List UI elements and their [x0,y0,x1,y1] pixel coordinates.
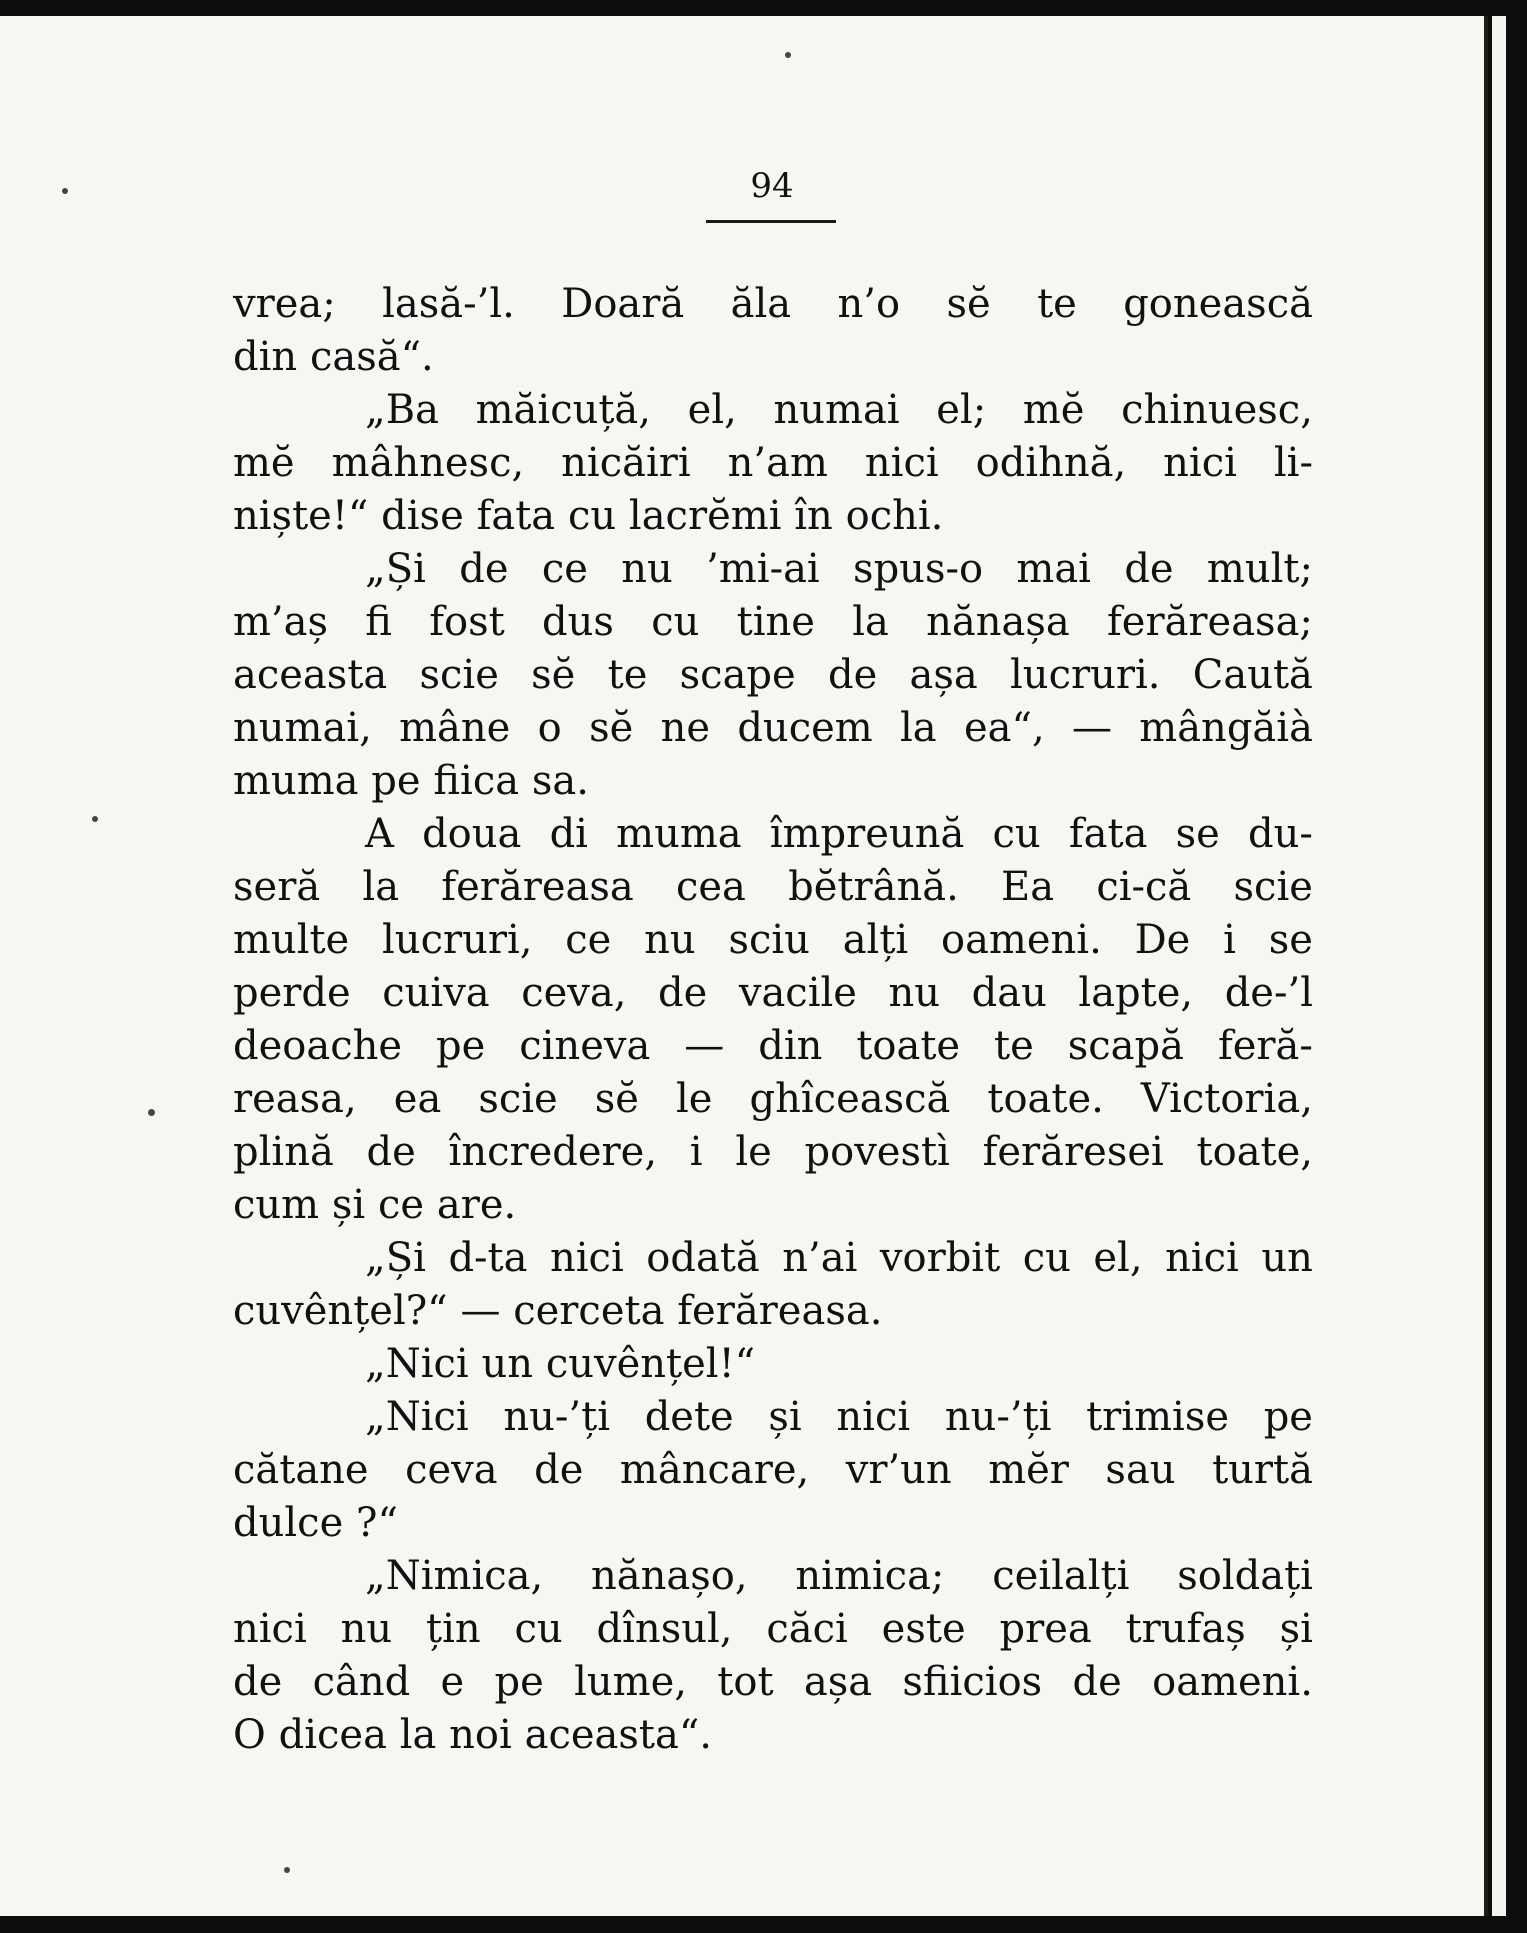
text-word: lacrĕmi [628,493,782,539]
text-word: fata [476,493,556,539]
text-line [233,1444,1313,1497]
text-word: se [1175,811,1220,857]
scan-speck [62,188,68,194]
text-word: odată [646,1235,760,1281]
text-word: Victoria, [1140,1076,1313,1122]
text-word: cum [233,1182,320,1228]
text-word: vorbit [879,1235,1001,1281]
text-word: pe [371,758,421,804]
text-word: sĕ [594,1076,639,1122]
text-word: nănașa [926,599,1070,645]
text-word: pe [436,1023,486,1069]
text-word: cineva [519,1023,651,1069]
text-word: „Ba [365,387,439,433]
text-word: lucruri. [1010,652,1161,698]
text-word: pe [494,1659,544,1705]
text-word: n’o [837,281,901,327]
text-word: ochi. [845,493,944,539]
text-word: nu [621,546,673,592]
text-line [233,437,1313,490]
body-text [233,278,1313,1762]
text-word: De [1134,917,1191,963]
text-line [233,384,1313,437]
text-line [233,967,1313,1020]
text-word: casă“. [309,334,434,380]
text-word: aceasta [233,652,388,698]
text-word: mĕ [1022,387,1085,433]
text-word: nu [644,917,696,963]
text-word: de [459,546,509,592]
text-word: sa. [531,758,589,804]
text-word: pe [1263,1394,1313,1440]
text-word: ducem [737,705,873,751]
text-word: nici [233,1606,307,1652]
text-line [233,1126,1313,1179]
scan-speck [785,52,791,58]
page-number: 94 [750,166,794,206]
text-word: Caută [1192,652,1313,698]
text-word: vr’un [845,1447,952,1493]
text-word: ea“, [963,705,1045,751]
text-word: mult; [1206,546,1313,592]
text-word: — [1071,705,1112,751]
text-word: împreună [769,811,965,857]
text-word: cu [567,493,617,539]
next-page-edge [1492,16,1506,1916]
text-word: cu [992,811,1041,857]
text-word: dete [644,1394,734,1440]
text-word: el; [936,387,987,433]
text-word: n’ai [782,1235,858,1281]
book-page [0,16,1488,1916]
text-word: di [549,811,588,857]
text-word: de-’l [1224,970,1313,1016]
text-word: țin [426,1606,481,1652]
text-word: ?“ [356,1500,398,1546]
text-line [233,490,1313,543]
text-word: lasă-’l. [382,281,515,327]
text-word: lucruri, [382,917,533,963]
text-line [233,1179,1313,1232]
text-word: du- [1248,811,1313,857]
text-word: ce [541,546,588,592]
text-line [233,1603,1313,1656]
text-word: e [440,1659,465,1705]
text-word: alți [842,917,909,963]
text-word: m’aș [233,599,329,645]
text-word: perde [233,970,351,1016]
text-word: reasa, [233,1076,357,1122]
text-line [233,861,1313,914]
scan-speck [148,1109,155,1116]
text-line [233,331,1313,384]
text-word: cătane [233,1447,369,1493]
text-line [233,1232,1313,1285]
text-word: te [1037,281,1077,327]
text-word: feră- [1217,1023,1313,1069]
text-word: sciu [728,917,810,963]
text-word: doua [422,811,522,857]
text-word: nu-’ți [944,1394,1052,1440]
text-word: dus [542,599,614,645]
text-word: scie [478,1076,558,1122]
text-word: nu [340,1606,393,1652]
text-word: ’mi-ai [706,546,820,592]
text-word: ne [660,705,711,751]
text-word: noi [449,1712,512,1758]
text-word: când [312,1659,411,1705]
text-word: cu [651,599,700,645]
text-word: muma [616,811,742,857]
text-word: turtă [1212,1447,1313,1493]
text-word: mĕ [233,440,295,486]
text-word: lapte, [1078,970,1194,1016]
text-word: ceva [405,1447,498,1493]
text-line [233,596,1313,649]
text-word: numai [773,387,900,433]
text-word: aceasta“. [524,1712,712,1758]
text-word: sĕ [946,281,991,327]
text-word: ceilalți [992,1553,1130,1599]
text-line [233,755,1313,808]
text-word: de [233,1659,283,1705]
text-word: spus-o [853,546,984,592]
text-word: căci [766,1606,848,1652]
text-word: odihnă, [975,440,1127,486]
text-word: nu [888,970,941,1016]
text-word: li- [1273,440,1313,486]
text-word: le [735,1129,772,1175]
text-word: vrea; [233,281,336,327]
text-word: d-ta [448,1235,528,1281]
text-word: dise [381,493,464,539]
scan-speck [284,1867,290,1873]
text-word: nici [1165,1235,1239,1281]
text-line [233,914,1313,967]
text-word: soldați [1177,1553,1313,1599]
text-line [233,1391,1313,1444]
text-word: încredere, [448,1129,658,1175]
text-word: el, [1093,1235,1143,1281]
text-line [233,808,1313,861]
text-line [233,1709,1313,1762]
text-word: nănașo, [591,1553,748,1599]
text-word: nicăiri [561,440,691,486]
text-word: deoache [233,1023,403,1069]
text-word: „Și [365,546,426,592]
text-word: te [607,652,648,698]
text-word: de [366,1129,416,1175]
text-word: niște!“ [233,493,369,539]
text-word: Doară [561,281,685,327]
text-word: toate, [1196,1129,1313,1175]
text-word: din [758,1023,823,1069]
text-word: Ea [1001,864,1055,910]
text-line [233,1497,1313,1550]
text-line [233,1285,1313,1338]
text-word: — [684,1023,725,1069]
text-word: chinuesc, [1121,387,1313,433]
text-word: așa [909,652,978,698]
text-word: O [233,1712,266,1758]
text-word: este [881,1606,966,1652]
text-word: i [1223,917,1236,963]
text-word: nici [836,1394,911,1440]
text-word: cuvênțel?“ [233,1288,448,1334]
text-word: „Și [365,1235,426,1281]
text-word: trufaș [1125,1606,1246,1652]
text-word: „Nici [365,1394,469,1440]
text-word: dulce [233,1500,344,1546]
text-word: dau [971,970,1047,1016]
text-word: mâhnesc, [331,440,525,486]
text-word: o [537,705,562,751]
text-word: mâne [399,705,511,751]
text-word: are. [436,1182,517,1228]
text-word: de [534,1447,584,1493]
text-word: numai, [233,705,372,751]
text-word: ferăreasa; [1106,599,1313,645]
text-word: oameni. [941,917,1102,963]
text-word: ghîcească [749,1076,951,1122]
text-word: la [900,705,937,751]
text-word: plină [233,1129,334,1175]
text-word: lume, [574,1659,687,1705]
text-word: se [1268,917,1313,963]
text-word: i [689,1129,703,1175]
text-line [233,1020,1313,1073]
text-word: ferăreasa. [677,1288,883,1334]
text-word: scape [679,652,796,698]
text-word: sĕ [589,705,634,751]
text-word: la [362,864,400,910]
text-word: nici [1163,440,1237,486]
text-word: și [768,1394,802,1440]
text-word: la [399,1712,437,1758]
text-word: ea [393,1076,442,1122]
text-word: dicea [278,1712,387,1758]
text-word: de [658,970,708,1016]
text-word: povestì [804,1129,950,1175]
text-word: toate. [987,1076,1104,1122]
text-word: cu [1022,1235,1071,1281]
text-word: la [852,599,889,645]
text-word: — [460,1288,501,1334]
text-word: bĕtrână. [788,864,959,910]
text-word: nici [864,440,939,486]
text-word: ci-că [1096,864,1192,910]
text-word: ăla [730,281,792,327]
text-word: ce [565,917,612,963]
text-word: nu-’ți [503,1394,611,1440]
text-word: fiica [433,758,520,804]
text-word: vacile [738,970,857,1016]
text-word: așa [803,1659,873,1705]
text-line [233,1550,1313,1603]
text-word: le [676,1076,713,1122]
text-word: scapă [1067,1023,1184,1069]
text-word: de [827,652,878,698]
text-word: seră [233,864,321,910]
text-word: toate [856,1023,961,1069]
text-line [233,1073,1313,1126]
text-word: cuiva [382,970,490,1016]
text-word: cu [514,1606,563,1652]
text-word: tot [717,1659,774,1705]
text-word: fost [429,599,505,645]
text-line [233,543,1313,596]
text-word: trimise [1086,1394,1230,1440]
page-number-rule [706,220,836,223]
text-word: în [794,493,833,539]
text-word: multe [233,917,350,963]
text-word: mângăià [1139,705,1313,751]
text-word: scie [419,652,499,698]
text-line [233,278,1313,331]
text-word: nici [550,1235,624,1281]
text-word: cuvênțel!“ [545,1341,756,1387]
text-word: mai [1016,546,1091,592]
text-word: A [365,811,394,857]
text-word: sĕ [531,652,576,698]
text-word: sau [1105,1447,1176,1493]
scan-speck [92,816,98,822]
text-word: dînsul, [596,1606,733,1652]
text-line [233,649,1313,702]
text-word: „Nimica, [365,1553,544,1599]
text-word: scie [1233,864,1313,910]
text-word: ce [378,1182,425,1228]
text-word: sfiicios [902,1659,1043,1705]
text-word: și [1279,1606,1313,1652]
text-line [233,702,1313,755]
text-word: din [233,334,298,380]
text-word: te [994,1023,1034,1069]
text-word: fi [365,599,392,645]
text-word: oameni. [1152,1659,1313,1705]
text-line [233,1656,1313,1709]
text-word: mâncare, [619,1447,810,1493]
text-word: măicuță, [475,387,651,433]
text-word: de [1124,546,1174,592]
text-word: un [1261,1235,1313,1281]
text-word: nimica; [795,1553,945,1599]
text-word: și [331,1182,366,1228]
text-word: prea [999,1606,1092,1652]
text-word: ceva, [521,970,627,1016]
text-word: cea [675,864,746,910]
text-word: „Nici [365,1341,469,1387]
text-word: ferăreasa [441,864,634,910]
text-word: el, [687,387,737,433]
text-word: cerceta [513,1288,665,1334]
text-word: ferăresei [982,1129,1164,1175]
text-word: un [481,1341,534,1387]
text-word: n’am [727,440,828,486]
text-word: tine [736,599,815,645]
text-word: de [1072,1659,1122,1705]
text-word: muma [233,758,359,804]
text-word: mĕr [988,1447,1069,1493]
text-line [233,1338,1313,1391]
text-word: gonească [1123,281,1313,327]
text-word: fata [1068,811,1148,857]
